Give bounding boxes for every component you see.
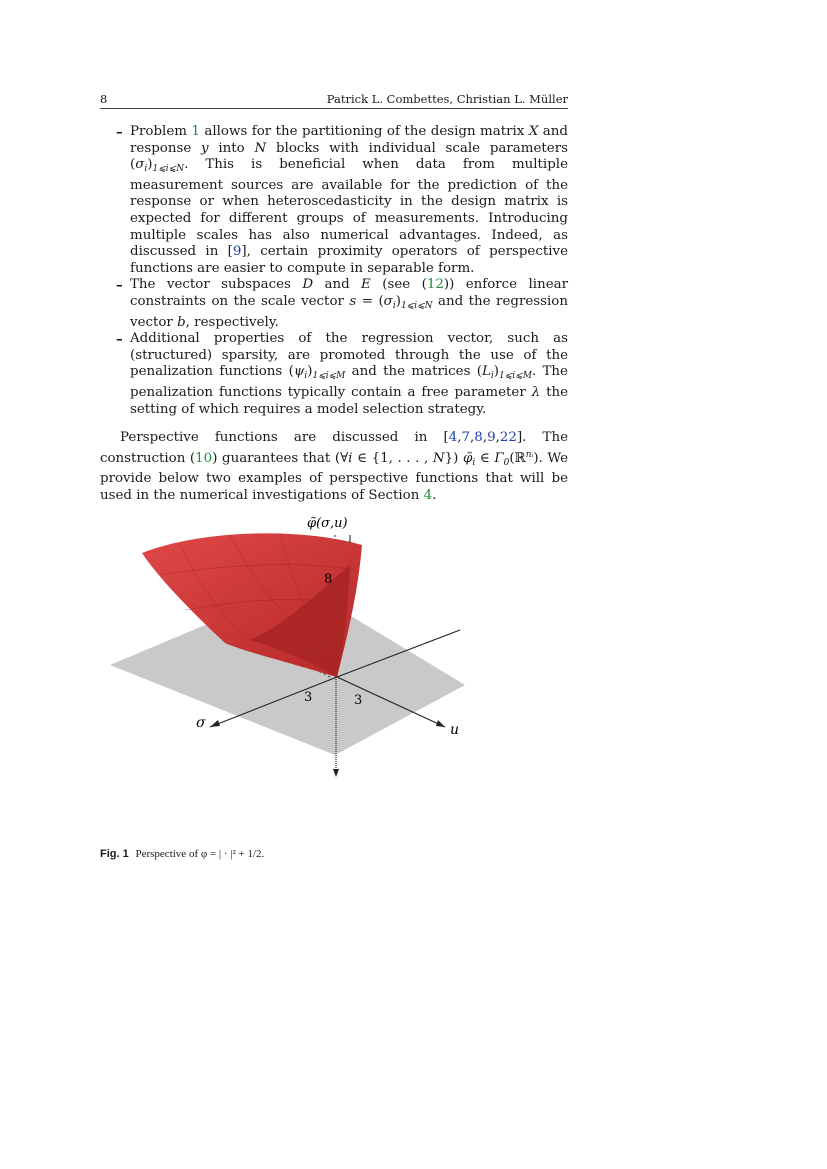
- text-run: Problem: [130, 124, 192, 139]
- text-run: 1⩽i⩽M: [499, 371, 532, 382]
- bullet-dash: –: [116, 124, 123, 140]
- text-run: (ℝ: [509, 450, 526, 466]
- text-run: 0: [503, 457, 510, 468]
- text-run: = (: [356, 293, 384, 309]
- text-run: into: [208, 140, 255, 156]
- text-run: 1⩽i⩽N: [152, 164, 185, 175]
- caption-text: Perspective of φ = | · |² + 1/2.: [135, 848, 265, 860]
- main-text: [100, 124, 568, 518]
- page-number: 8: [100, 92, 108, 106]
- reference-link[interactable]: 4: [448, 430, 458, 446]
- bullet-item: [100, 331, 568, 418]
- text-run: s: [349, 293, 357, 309]
- reference-link[interactable]: 1: [191, 124, 200, 139]
- text-run: (see (: [370, 277, 427, 293]
- text-run: i: [304, 371, 308, 382]
- caption-label: Fig. 1: [100, 848, 129, 860]
- text-run: nᵢ: [525, 449, 534, 460]
- text-run: i: [472, 457, 476, 468]
- text-run: ,: [495, 430, 500, 446]
- reference-link[interactable]: 9: [487, 430, 496, 446]
- reference-link[interactable]: 10: [195, 450, 213, 466]
- text-run: ) guarantees that (∀: [212, 450, 349, 466]
- page-header: [100, 92, 568, 109]
- text-run: ). We provide below two examples of perspective functions that will be used in the numerical investigations of Section: [100, 450, 568, 503]
- reference-link[interactable]: 7: [461, 430, 471, 446]
- text-run: N: [432, 450, 445, 466]
- bullet-dash: –: [116, 277, 123, 294]
- u-tick-label: 3: [354, 693, 363, 708]
- arrow-sigma: [210, 720, 220, 727]
- sigma-tick-label: 3: [304, 690, 313, 705]
- text-run: Additional properties of the regression vector, such as (structured) sparsity, are promoted through the use of the penalization functions (: [130, 331, 568, 380]
- text-run: D: [302, 277, 314, 293]
- reference-link[interactable]: 4: [423, 487, 433, 503]
- text-run: , respectively.: [185, 314, 279, 330]
- text-run: E: [361, 277, 371, 293]
- text-run: allows for the partitioning of the design matrix: [199, 124, 529, 139]
- figure-caption: [100, 848, 264, 860]
- text-run: ,: [470, 430, 475, 446]
- reference-link[interactable]: 8: [474, 430, 483, 446]
- text-run: i: [392, 300, 396, 311]
- text-run: σ: [383, 293, 393, 309]
- text-run: N: [254, 140, 267, 156]
- running-authors: Patrick L. Combettes, Christian L. Müller: [326, 92, 568, 106]
- text-run: ): [395, 293, 401, 309]
- text-run: ): [307, 364, 313, 380]
- sigma-axis-label: σ: [196, 715, 206, 731]
- bullet-item: [100, 277, 568, 331]
- text-run: b: [177, 314, 186, 330]
- text-run: .: [432, 487, 437, 503]
- text-run: ): [147, 157, 153, 173]
- paragraph: [100, 430, 568, 504]
- reference-link[interactable]: 9: [232, 244, 242, 260]
- text-run: and the matrices (: [345, 364, 482, 380]
- text-run: i: [144, 164, 148, 175]
- arrow-z-down: [333, 769, 339, 777]
- text-run: Perspective functions are discussed in [: [120, 430, 449, 446]
- text-run: 1⩽i⩽M: [312, 371, 346, 382]
- bullet-item: [100, 124, 568, 277]
- text-run: blocks with individual scale parameters (: [130, 140, 568, 173]
- text-run: }): [444, 450, 463, 466]
- text-run: i: [490, 371, 494, 382]
- text-run: ]. The construction (: [100, 430, 568, 466]
- text-run: σ: [135, 157, 145, 173]
- text-run: and response: [130, 124, 568, 156]
- text-run: ψ: [293, 364, 305, 380]
- text-run: ,: [482, 430, 488, 446]
- reference-link[interactable]: 22: [499, 430, 517, 446]
- z-axis-label: φ̃(σ,u): [307, 516, 348, 531]
- arrow-u: [436, 720, 445, 727]
- text-run: . This is beneficial when data from multiple measurement sources are available for the prediction of the response or when heteroscedasticity in the design matrix is expected for different groups of measurements. Introducing multiple scales has also numerical advantages. Indeed, as discussed in [: [130, 157, 568, 260]
- figure-1: [100, 505, 570, 785]
- u-axis-label: u: [450, 722, 460, 738]
- text-run: 1⩽i⩽N: [400, 300, 433, 311]
- text-run: and the regression vector: [130, 293, 568, 330]
- text-run: The vector subspaces: [130, 277, 303, 293]
- text-run: λ: [531, 384, 541, 400]
- bullet-list: [100, 124, 568, 418]
- text-run: X: [528, 124, 539, 139]
- text-run: Γ: [494, 450, 504, 466]
- text-run: and: [313, 277, 362, 293]
- text-run: ): [493, 364, 500, 380]
- text-run: ∈: [475, 450, 495, 466]
- text-run: ], certain proximity operators of perspective functions are easier to compute in separable form.: [130, 244, 568, 276]
- text-run: φ̃: [462, 450, 473, 466]
- text-run: y: [201, 140, 209, 156]
- text-run: ∈ {1, . . . ,: [352, 450, 433, 466]
- bullet-dash: –: [116, 331, 123, 348]
- text-run: . The penalization functions typically contain a free parameter: [130, 364, 568, 400]
- text-run: i: [348, 450, 353, 466]
- reference-link[interactable]: 12: [426, 277, 444, 293]
- z-tick-label: 8: [324, 572, 333, 587]
- text-run: the setting of which requires a model selection strategy.: [130, 384, 569, 417]
- text-run: )) enforce linear constraints on the scale vector: [130, 277, 568, 309]
- text-run: ,: [457, 430, 462, 446]
- text-run: L: [482, 364, 491, 380]
